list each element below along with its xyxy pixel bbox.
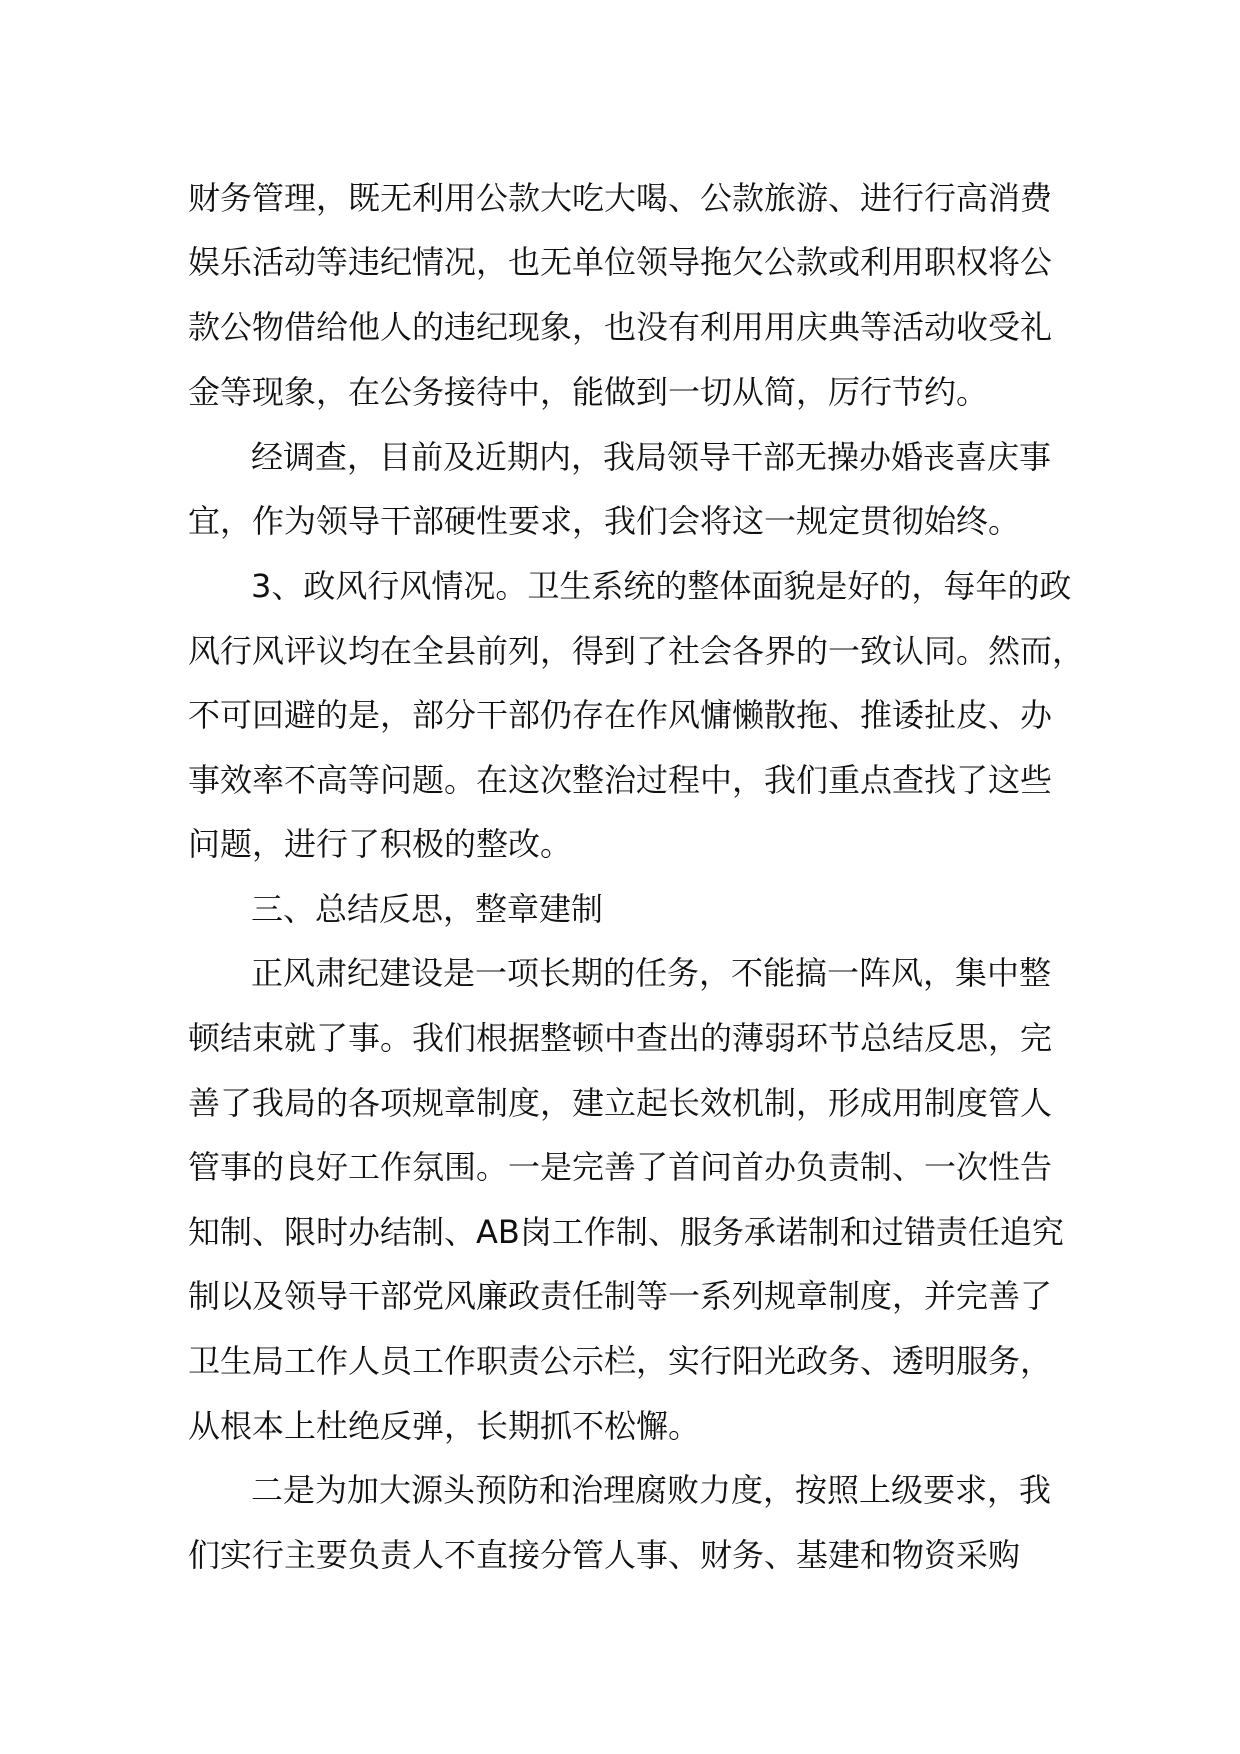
text-line: 们实行主要负责人不直接分管人事、财务、基建和物资采购 — [188, 1536, 1021, 1574]
text-line: 事效率不高等问题。在这次整治过程中，我们重点查找了这些 — [188, 761, 1053, 799]
paragraph-first-line: 3、政风行风情况。卫生系统的整体面貌是好的，每年的政 — [251, 567, 1072, 605]
text-line: 风行风评议均在全县前列，得到了社会各界的一致认同。然而， — [188, 632, 1085, 670]
text-line: 问题，进行了积极的整改。 — [188, 825, 573, 863]
text-line: 娱乐活动等违纪情况，也无单位领导拖欠公款或利用职权将公 — [188, 243, 1053, 281]
text-line: 款公物借给他人的违纪现象，也没有利用用庆典等活动收受礼 — [188, 308, 1053, 346]
text-line: 金等现象，在公务接待中，能做到一切从简，厉行节约。 — [188, 373, 989, 411]
text-line: 知制、限时办结制、AB岗工作制、服务承诺制和过错责任追究 — [188, 1213, 1064, 1251]
text-line: 制以及领导干部党风廉政责任制等一系列规章制度，并完善了 — [188, 1277, 1053, 1315]
text-line: 财务管理，既无利用公款大吃大喝、公款旅游、进行行高消费 — [188, 179, 1053, 217]
text-line: 卫生局工作人员工作职责公示栏，实行阳光政务、透明服务， — [188, 1342, 1053, 1380]
paragraph-first-line: 正风肃纪建设是一项长期的任务，不能搞一阵风，集中整 — [251, 954, 1052, 992]
paragraph-first-line: 二是为加大源头预防和治理腐败力度，按照上级要求，我 — [251, 1471, 1052, 1509]
paragraph-first-line: 经调查，目前及近期内，我局领导干部无操办婚丧喜庆事 — [251, 438, 1052, 476]
text-line: 从根本上杜绝反弹，长期抓不松懈。 — [188, 1407, 701, 1445]
text-line: 顿结束就了事。我们根据整顿中查出的薄弱环节总结反思，完 — [188, 1019, 1053, 1057]
text-line: 善了我局的各项规章制度，建立起长效机制，形成用制度管人 — [188, 1084, 1053, 1122]
text-line: 管事的良好工作氛围。一是完善了首问首办负责制、一次性告 — [188, 1148, 1053, 1186]
section-heading: 三、总结反思，整章建制 — [251, 890, 604, 928]
text-line: 不可回避的是，部分干部仍存在作风慵懒散拖、推诿扯皮、办 — [188, 696, 1053, 734]
text-line: 宜，作为领导干部硬性要求，我们会将这一规定贯彻始终。 — [188, 502, 1021, 540]
